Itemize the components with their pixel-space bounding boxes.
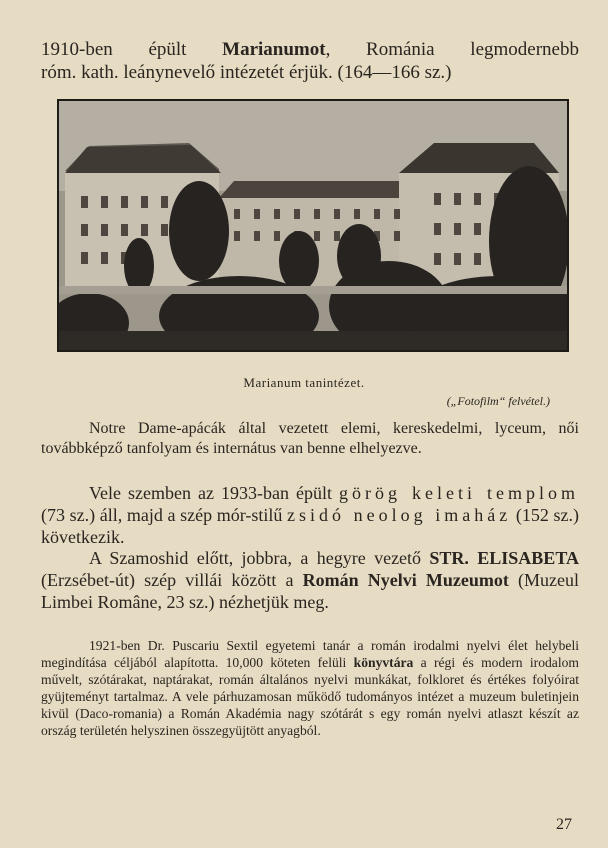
intro-text-a: 1910-ben épült	[41, 39, 223, 60]
page-number: 27	[556, 816, 572, 833]
temples-paragraph	[41, 482, 579, 548]
intro-text-b: , Románia legmodernebb	[325, 39, 579, 60]
temples-text-c: (152 sz.) következik.	[41, 505, 579, 547]
intro-line-2: róm. kath. leánynevelő intézetét érjük. (164—166 sz.)	[41, 62, 452, 83]
history-text-b: a régi és modern irodalom művelt, szótárakat, naptárakat, román általános nyelvi munkákat, folkloret és értékes folyóirat gyüjteményt tartalmaz. A vele párhuzamosan működő tudományos intézet a muzeum buletinjein kivül (Daco-romania) a Román Akadémia nagy szótárát s egy román nyelvi atlaszt készít az ország területén helyszinen összegyüjtött anyagból.	[41, 655, 579, 738]
history-paragraph	[41, 637, 579, 739]
museum-paragraph	[41, 547, 579, 613]
neolog-synagogue: zsidó neolog imaház	[287, 505, 512, 525]
intro-line-1	[41, 38, 579, 61]
temples-text-b: (73 sz.) áll, majd a szép mór-stilű	[41, 505, 288, 525]
notre-dame-paragraph: Notre Dame-apácák által vezetett elemi, kereskedelmi, lyceum, női továbbképző tanfolyam és internátus van benne elhelyezve.	[41, 420, 579, 457]
photo-caption: Marianum tanintézet.	[243, 375, 365, 390]
museum-name: Román Nyelvi Muzeumot	[302, 570, 509, 590]
greek-orthodox-church: görög keleti templom	[339, 483, 579, 503]
marianum-photo	[57, 99, 569, 352]
library-word: könyvtára	[353, 655, 414, 670]
intro-paragraph	[41, 38, 579, 84]
museum-text-c: (Muzeul Limbei Române, 23 sz.) nézhetjük meg.	[41, 570, 579, 612]
history-text-a: 1921-ben Dr. Puscariu Sextil egyetemi tanár a román irodalmi nyelvi élet helybeli megindítása céljából alapította. 10,000 köteten felüli	[41, 638, 579, 670]
street-name: STR. ELISABETA	[429, 548, 579, 568]
photo-credit: („Fotofilm“ felvétel.)	[446, 394, 550, 408]
temples-text-a: Vele szemben az 1933-ban épült	[89, 483, 339, 503]
museum-text-b: (Erzsébet-út) szép villái között a	[41, 570, 303, 590]
marianum-name: Marianumot	[222, 39, 326, 60]
marianum-building-image	[59, 101, 567, 350]
museum-text-a: A Szamoshid előtt, jobbra, a hegyre vezető	[89, 548, 430, 568]
